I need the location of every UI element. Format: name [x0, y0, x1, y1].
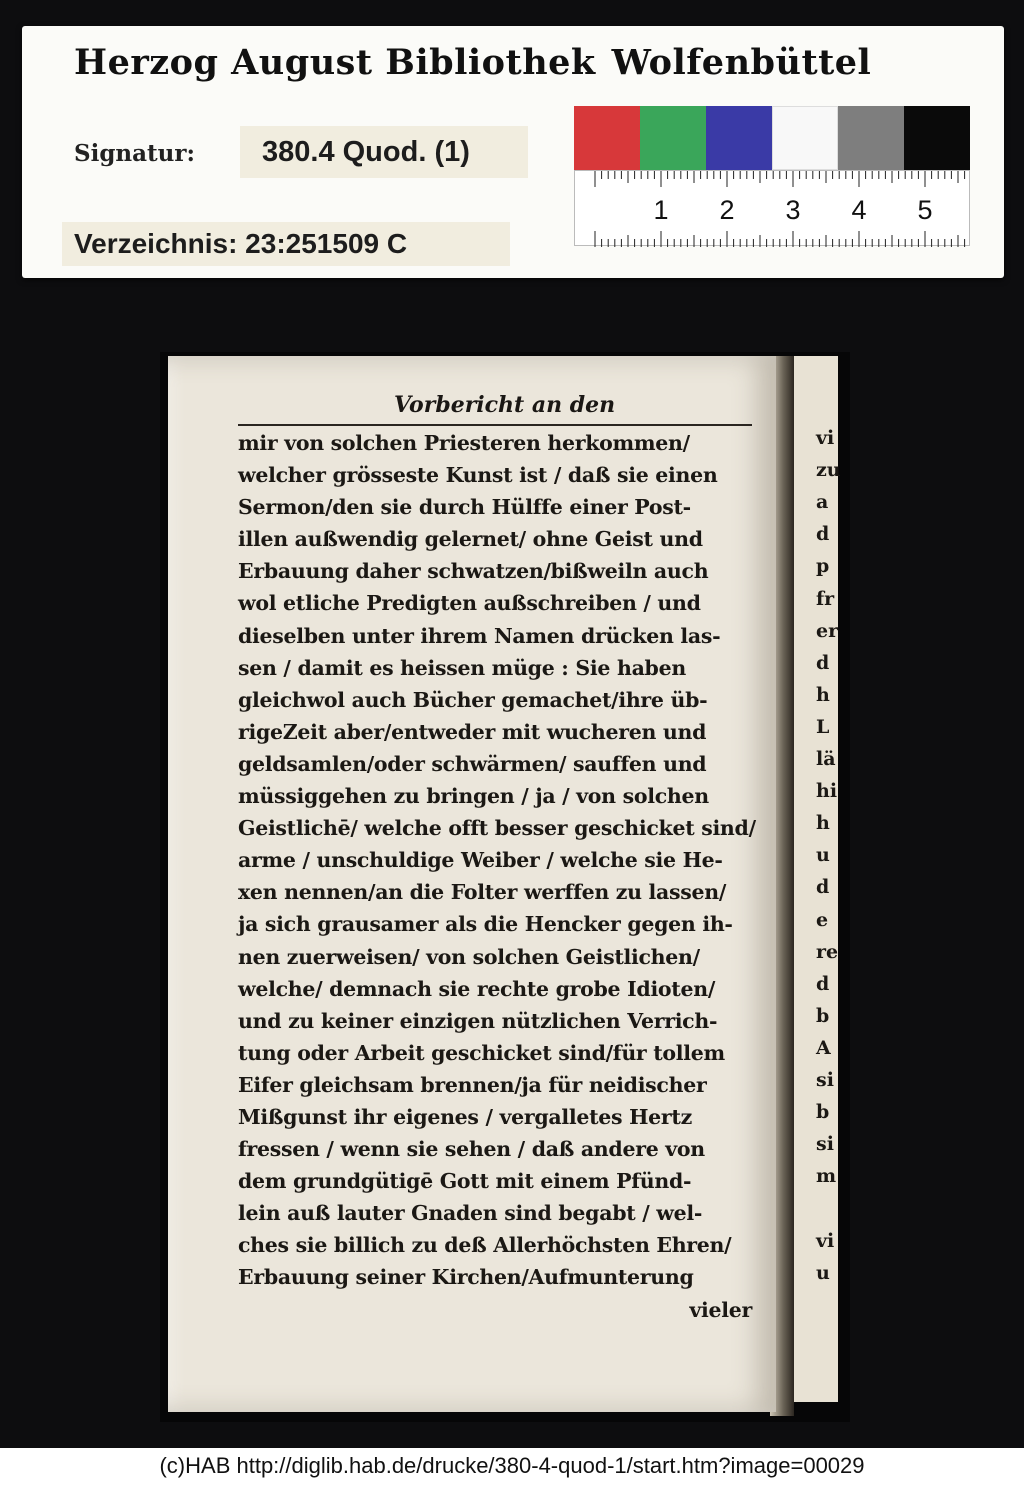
- facing-page-fragment: si: [816, 1133, 834, 1156]
- library-city: Wolfenbüttel: [611, 42, 872, 83]
- facing-page-fragment: re: [816, 940, 839, 963]
- text-line: arme / unschuldige Weiber / welche sie He-: [238, 848, 723, 873]
- text-line: Geistlichē/ welche offt besser geschicket sind/: [238, 816, 756, 841]
- ruler-number: 5: [917, 195, 933, 225]
- text-line: xen nennen/an die Folter werffen zu lassen/: [238, 880, 727, 905]
- text-line: sen / damit es heissen müge : Sie haben: [238, 655, 686, 680]
- facing-page-fragment: d: [816, 972, 830, 995]
- text-line: nen zuerweisen/ von solchen Geistlichen/: [238, 944, 700, 969]
- facing-page-fragment: er: [816, 619, 839, 642]
- header-rule: [238, 424, 752, 426]
- facing-page-fragment: hi: [816, 780, 838, 803]
- signatur-value: 380.4 Quod. (1): [240, 126, 528, 178]
- ruler-number: 3: [785, 195, 801, 225]
- facing-page-fragment: b: [816, 1004, 830, 1027]
- text-line: Mißgunst ihr eigenes / vergalletes Hertz: [238, 1104, 692, 1129]
- text-line: Eifer gleichsam brennen/ja für neidischer: [238, 1072, 707, 1097]
- catchword: vieler: [689, 1297, 752, 1322]
- text-line: lein auß lauter Gnaden sind begabt / wel-: [238, 1201, 703, 1226]
- text-line: tung oder Arbeit geschicket sind/für tollem: [238, 1040, 725, 1065]
- facing-page-fragment: si: [816, 1069, 834, 1091]
- text-line: welcher grösseste Kunst ist / daß sie einen: [238, 463, 718, 488]
- facing-page-fragment: d: [816, 523, 830, 546]
- facing-page-fragment: fr: [816, 587, 835, 610]
- text-line: dem grundgütigē Gott mit einem Pfünd-: [238, 1169, 692, 1194]
- color-swatch: [838, 106, 904, 170]
- book-page: [168, 356, 776, 1412]
- color-swatch: [904, 106, 970, 170]
- text-line: Erbauung daher schwatzen/bißweiln auch: [238, 559, 709, 584]
- text-line: fressen / wenn sie sehen / daß andere von: [238, 1137, 705, 1162]
- facing-page-fragment: A: [816, 1036, 831, 1059]
- signatur-label: Signatur:: [74, 140, 196, 167]
- text-line: geldsamlen/oder schwärmen/ sauffen und: [238, 751, 707, 776]
- color-checker: [574, 106, 970, 170]
- library-name: Herzog August Bibliothek: [74, 42, 596, 83]
- facing-page-fragment: u: [816, 1261, 830, 1284]
- text-line: und zu keiner einzigen nützlichen Verrich-: [238, 1008, 718, 1033]
- facing-page-fragment: lä: [816, 748, 836, 770]
- ruler-number: 4: [851, 195, 867, 225]
- facing-page-fragment: p: [816, 555, 830, 578]
- library-title: [74, 42, 954, 83]
- text-line: illen außwendig gelernet/ ohne Geist und: [238, 527, 703, 552]
- facing-page-fragment: L: [816, 715, 830, 738]
- ruler-ticks: [575, 171, 971, 247]
- text-line: müssiggehen zu bringen / ja / von solchen: [238, 784, 709, 809]
- facing-page-fragment: vi: [816, 1229, 835, 1252]
- running-header: Vorbericht an den: [394, 392, 616, 418]
- facing-page-fragment: u: [816, 844, 830, 867]
- ruler-number: 2: [719, 195, 735, 225]
- text-line: Erbauung seiner Kirchen/Aufmunterung: [238, 1265, 694, 1290]
- page-text: [238, 427, 766, 1326]
- text-line: Sermon/den sie durch Hülffe einer Post-: [238, 495, 691, 520]
- color-swatch: [706, 106, 772, 170]
- verzeichnis-id: Verzeichnis: 23:251509 C: [62, 222, 510, 266]
- text-line: mir von solchen Priesteren herkommen/: [238, 431, 690, 455]
- color-swatch: [640, 106, 706, 170]
- text-line: gleichwol auch Bücher gemachet/ihre üb-: [238, 687, 708, 712]
- text-line: welche/ demnach sie rechte grobe Idioten/: [238, 976, 716, 1001]
- text-line: ja sich grausamer als die Hencker gegen ih-: [238, 912, 733, 937]
- facing-page-fragment: a: [816, 491, 829, 514]
- facing-page-fragment: d: [816, 651, 830, 674]
- facing-page-fragment: h: [816, 812, 830, 835]
- scale-ruler: [574, 170, 970, 246]
- library-label-card: [22, 26, 1004, 278]
- copyright-footer: (c)HAB http://diglib.hab.de/drucke/380-4-quod-1/start.htm?image=00029: [0, 1448, 1024, 1486]
- facing-page: [788, 356, 841, 1402]
- color-swatch: [574, 106, 640, 170]
- ruler-number: 1: [653, 195, 669, 225]
- facing-page-fragment: b: [816, 1101, 830, 1124]
- facing-page-fragment: zu: [816, 459, 841, 482]
- text-line: wol etliche Predigten außschreiben / und: [238, 591, 701, 616]
- text-line: dieselben unter ihrem Namen drücken las-: [238, 623, 721, 648]
- color-swatch: [772, 106, 838, 170]
- text-line: rigeZeit aber/entweder mit wucheren und: [238, 719, 707, 744]
- facing-page-fragment: e: [816, 908, 829, 931]
- facing-page-fragment: vi: [816, 427, 835, 449]
- facing-page-fragment: m: [816, 1165, 837, 1188]
- facing-page-fragment: d: [816, 876, 830, 899]
- text-line: ches sie billich zu deß Allerhöchsten Ehren/: [238, 1233, 732, 1258]
- facing-page-fragment: h: [816, 683, 830, 706]
